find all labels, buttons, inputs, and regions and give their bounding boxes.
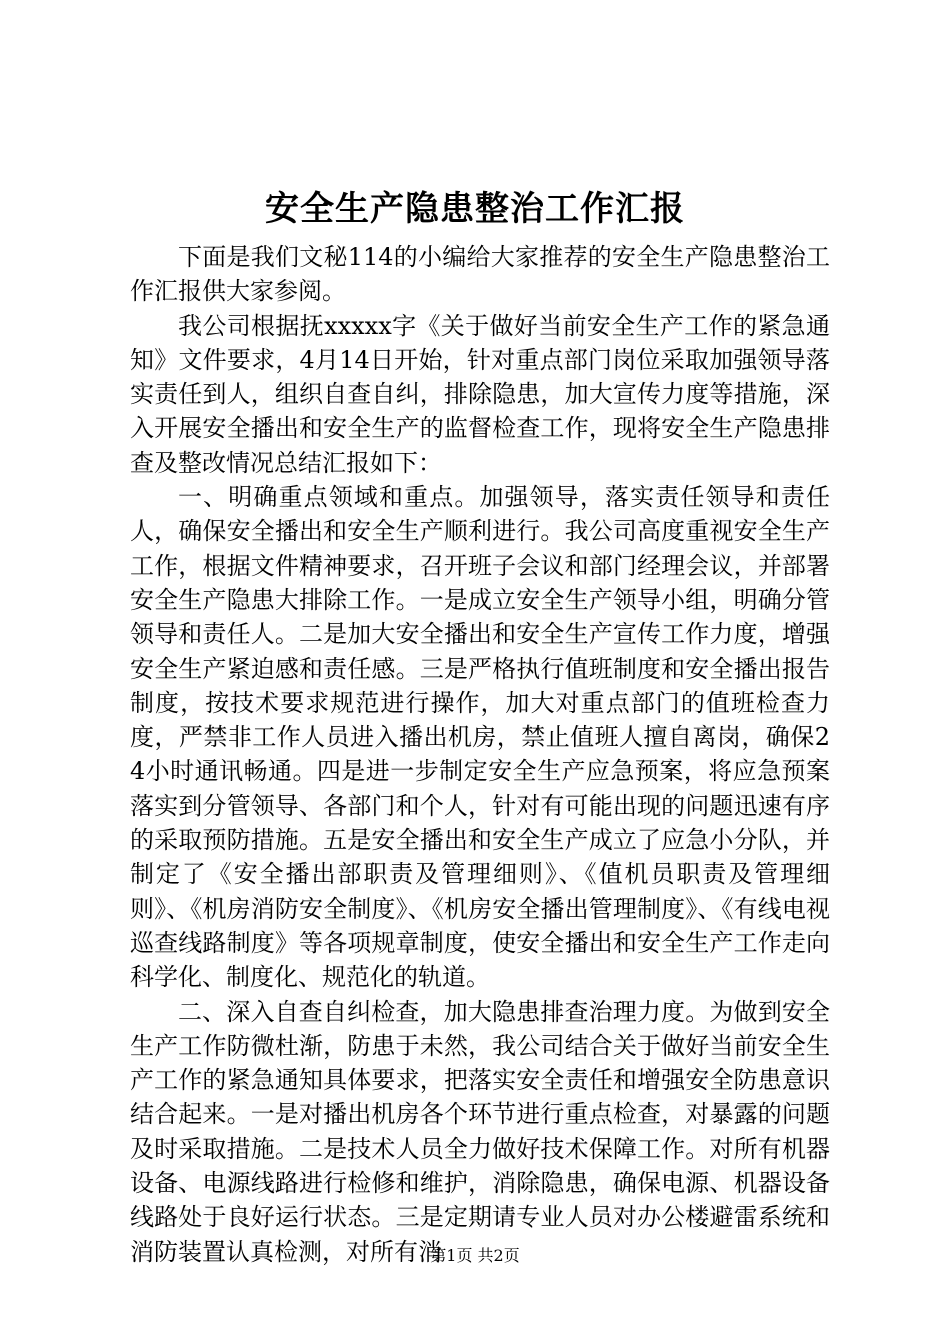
document-body [130,240,830,1269]
paragraph-background: 我公司根据抚xxxxx字《关于做好当前安全生产工作的紧急通知》文件要求，4月14日开始，针对重点部门岗位采取加强领导落实责任到人，组织自查自纠，排除隐患，加大宣传力度等措施，深入开展安全播出和安全生产的监督检查工作，现将安全生产隐患排查及整改情况总结汇报如下： [130,311,830,477]
paragraph-section-one: 一、明确重点领域和重点。加强领导，落实责任领导和责任人，确保安全播出和安全生产顺利进行。我公司高度重视安全生产工作，根据文件精神要求，召开班子会议和部门经理会议，并部署安全生产隐患大排除工作。一是成立安全生产领导小组，明确分管领导和责任人。二是加大安全播出和安全生产宣传工作力度，增强安全生产紧迫感和责任感。三是严格执行值班制度和安全播出报告制度，按技术要求规范进行操作，加大对重点部门的值班检查力度，严禁非工作人员进入播出机房，禁止值班人擅自离岗，确保24小时通讯畅通。四是进一步制定安全生产应急预案，将应急预案落实到分管领导、各部门和个人，针对有可能出现的问题迅速有序的采取预防措施。五是安全播出和安全生产成立了应急小分队，并制定了《安全播出部职责及管理细则》、《值机员职责及管理细则》、《机房消防安全制度》、《机房安全播出管理制度》、《有线电视巡查线路制度》等各项规章制度，使安全播出和安全生产工作走向科学化、制度化、规范化的轨道。 [130,483,830,992]
page-footer: 第1页 共2页 [430,1246,520,1265]
paragraph-intro: 下面是我们文秘114的小编给大家推荐的安全生产隐患整治工作汇报供大家参阅。 [130,243,830,306]
paragraph-section-two: 二、深入自查自纠检查，加大隐患排查治理力度。为做到安全生产工作防微杜渐，防患于未然，我公司结合关于做好当前安全生产工作的紧急通知具体要求，把落实安全责任和增强安全防患意识结合起来。一是对播出机房各个环节进行重点检查，对暴露的问题及时采取措施。二是技术人员全力做好技术保障工作。对所有机器设备、电源线路进行检修和维护，消除隐患，确保电源、机器设备线路处于良好运行状态。三是定期请专业人员对办公楼避雷系统和消防装置认真检测，对所有消 [130,997,830,1266]
document-title: 安全生产隐患整治工作汇报 [265,189,685,229]
